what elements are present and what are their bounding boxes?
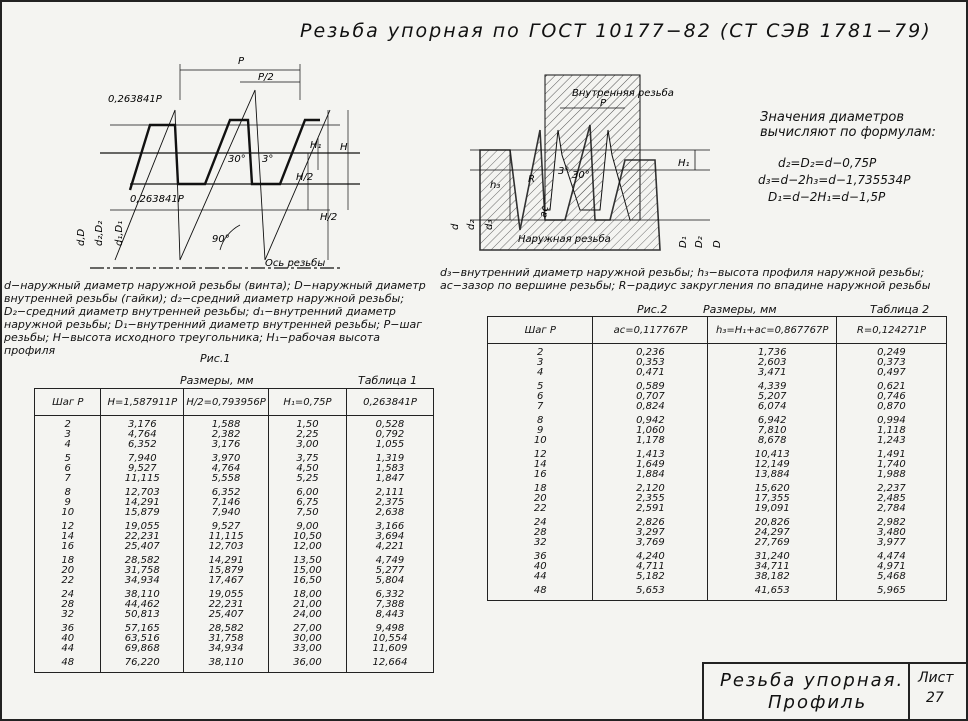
table-cell: 10 bbox=[488, 436, 593, 446]
label-dim-top: 0,263841P bbox=[108, 94, 162, 105]
table-cell: 25,407 bbox=[101, 542, 184, 552]
table-cell: 12,149 bbox=[708, 460, 836, 470]
table-cell: 28,582 bbox=[184, 620, 269, 634]
label-angle-3: 3° bbox=[558, 166, 570, 177]
table-cell: 4,339 bbox=[708, 378, 836, 392]
table-row bbox=[488, 446, 947, 460]
table-cell: 0,373 bbox=[836, 358, 946, 368]
figure-2-description: d₃−внутренний диаметр наружной резьбы; h₃−высота профиля наружной резьбы; aᴄ−зазор по вершине резьбы; R−радиус закругления по впадине наружной резьбы bbox=[440, 266, 931, 292]
table-cell: 25,407 bbox=[184, 610, 269, 620]
table-cell: 14,291 bbox=[101, 498, 184, 508]
table-cell: 0,746 bbox=[836, 392, 946, 402]
table-cell: 4,50 bbox=[269, 464, 347, 474]
table-row bbox=[488, 402, 947, 412]
table-row bbox=[488, 378, 947, 392]
table-cell: 1,588 bbox=[184, 416, 269, 431]
label-D: D bbox=[712, 240, 723, 248]
table-cell: 17,467 bbox=[184, 576, 269, 586]
label-h: H bbox=[340, 142, 348, 153]
label-d2: d₂ bbox=[466, 219, 477, 230]
table-cell: 24 bbox=[35, 586, 101, 600]
table-cell: 10,50 bbox=[269, 532, 347, 542]
table-row bbox=[488, 582, 947, 601]
table-cell: 15,620 bbox=[708, 480, 836, 494]
table-cell: 1,884 bbox=[593, 470, 708, 480]
table-cell: 31,758 bbox=[184, 634, 269, 644]
label-axis: Ось резьбы bbox=[265, 258, 326, 269]
table-cell: 0,589 bbox=[593, 378, 708, 392]
table-cell: 2,375 bbox=[346, 498, 433, 508]
table-cell: 48 bbox=[35, 654, 101, 673]
table-cell: 7 bbox=[488, 402, 593, 412]
table-cell: 4,711 bbox=[593, 562, 708, 572]
table-cell: 6,00 bbox=[269, 484, 347, 498]
column-header: H₁=0,75P bbox=[269, 389, 347, 416]
table-cell: 22,231 bbox=[101, 532, 184, 542]
sheet-cell bbox=[908, 664, 968, 719]
table-cell: 5,965 bbox=[836, 582, 946, 601]
table-cell: 20 bbox=[488, 494, 593, 504]
table-row bbox=[35, 552, 434, 566]
table-cell: 8 bbox=[35, 484, 101, 498]
table-cell: 19,055 bbox=[101, 518, 184, 532]
label-external-thread: Наружная резьба bbox=[518, 234, 611, 245]
formula-d2: d₂=D₂=d−0,75P bbox=[778, 156, 877, 170]
table-row bbox=[35, 610, 434, 620]
table-cell: 4,764 bbox=[101, 430, 184, 440]
table-row bbox=[35, 586, 434, 600]
table-cell: 38,182 bbox=[708, 572, 836, 582]
table-cell: 28 bbox=[35, 600, 101, 610]
table-cell: 2,237 bbox=[836, 480, 946, 494]
table-cell: 38,110 bbox=[101, 586, 184, 600]
table-cell: 1,847 bbox=[346, 474, 433, 484]
table-cell: 1,060 bbox=[593, 426, 708, 436]
label-D2: D₂ bbox=[694, 236, 705, 248]
table-row bbox=[35, 654, 434, 673]
table-cell: 40 bbox=[488, 562, 593, 572]
table-cell: 12,703 bbox=[101, 484, 184, 498]
table-row bbox=[35, 484, 434, 498]
table-cell: 32 bbox=[35, 610, 101, 620]
table-cell: 0,621 bbox=[836, 378, 946, 392]
table-row bbox=[488, 344, 947, 359]
table-cell: 9,527 bbox=[184, 518, 269, 532]
table-cell: 7,810 bbox=[708, 426, 836, 436]
table-row bbox=[35, 518, 434, 532]
table-cell: 0,824 bbox=[593, 402, 708, 412]
table-cell: 22,231 bbox=[184, 600, 269, 610]
table-cell: 9,527 bbox=[101, 464, 184, 474]
table-cell: 48 bbox=[488, 582, 593, 601]
table-cell: 7,50 bbox=[269, 508, 347, 518]
table-cell: 14 bbox=[488, 460, 593, 470]
table-cell: 9,00 bbox=[269, 518, 347, 532]
table-cell: 2,591 bbox=[593, 504, 708, 514]
label-d2-D2: d₂,D₂ bbox=[94, 220, 105, 246]
label-p-half: P/2 bbox=[258, 72, 274, 83]
table-cell: 0,236 bbox=[593, 344, 708, 359]
table-row bbox=[488, 436, 947, 446]
table-cell: 18 bbox=[488, 480, 593, 494]
label-h1: H₁ bbox=[310, 140, 322, 151]
table-cell: 13,50 bbox=[269, 552, 347, 566]
table-1-name: Таблица 1 bbox=[358, 374, 418, 387]
table-cell: 69,868 bbox=[101, 644, 184, 654]
table-cell: 2,784 bbox=[836, 504, 946, 514]
table-row bbox=[488, 572, 947, 582]
label-d1-D1: d₁,D₁ bbox=[114, 220, 125, 246]
table-1-sizes-label: Размеры, мм bbox=[180, 374, 254, 387]
table-cell: 1,50 bbox=[269, 416, 347, 431]
table-2 bbox=[487, 316, 947, 601]
table-cell: 14 bbox=[35, 532, 101, 542]
table-row bbox=[35, 440, 434, 450]
table-row bbox=[35, 508, 434, 518]
table-cell: 3,297 bbox=[593, 528, 708, 538]
column-header: h₃=H₁+aᴄ=0,867767P bbox=[708, 317, 836, 344]
table-cell: 2,982 bbox=[836, 514, 946, 528]
table-cell: 33,00 bbox=[269, 644, 347, 654]
table-cell: 5,207 bbox=[708, 392, 836, 402]
table-row bbox=[35, 416, 434, 431]
table-cell: 4 bbox=[488, 368, 593, 378]
profile-outline bbox=[130, 120, 320, 190]
table-cell: 36 bbox=[35, 620, 101, 634]
table-cell: 0,870 bbox=[836, 402, 946, 412]
table-cell: 41,653 bbox=[708, 582, 836, 601]
table-row bbox=[488, 504, 947, 514]
table-row bbox=[488, 470, 947, 480]
table-row bbox=[35, 576, 434, 586]
table-cell: 19,055 bbox=[184, 586, 269, 600]
label-p: P bbox=[238, 56, 245, 67]
formula-D1: D₁=d−2H₁=d−1,5P bbox=[768, 190, 886, 204]
table-cell: 5,277 bbox=[346, 566, 433, 576]
table-cell: 5 bbox=[35, 450, 101, 464]
formula-d3: d₃=d−2h₃=d−1,735534P bbox=[758, 173, 911, 187]
table-cell: 5,468 bbox=[836, 572, 946, 582]
table-cell: 24,297 bbox=[708, 528, 836, 538]
table-cell: 7 bbox=[35, 474, 101, 484]
label-angle-3: 3° bbox=[262, 154, 274, 165]
table-cell: 2,120 bbox=[593, 480, 708, 494]
table-cell: 2 bbox=[35, 416, 101, 431]
table-cell: 38,110 bbox=[184, 654, 269, 673]
table-cell: 6,332 bbox=[346, 586, 433, 600]
table-cell: 1,243 bbox=[836, 436, 946, 446]
table-2-name: Таблица 2 bbox=[870, 303, 930, 316]
table-cell: 1,649 bbox=[593, 460, 708, 470]
label-angle-90: 90° bbox=[212, 234, 230, 245]
title-block-name bbox=[720, 670, 904, 714]
table-cell: 9,498 bbox=[346, 620, 433, 634]
table-cell: 3,176 bbox=[184, 440, 269, 450]
table-cell: 31,758 bbox=[101, 566, 184, 576]
table-cell: 21,00 bbox=[269, 600, 347, 610]
table-cell: 5,653 bbox=[593, 582, 708, 601]
table-cell: 4,749 bbox=[346, 552, 433, 566]
table-cell: 10,554 bbox=[346, 634, 433, 644]
table-cell: 24 bbox=[488, 514, 593, 528]
table-cell: 10 bbox=[35, 508, 101, 518]
table-cell: 11,115 bbox=[184, 532, 269, 542]
table-cell: 6,75 bbox=[269, 498, 347, 508]
table-cell: 4,764 bbox=[184, 464, 269, 474]
table-cell: 3,471 bbox=[708, 368, 836, 378]
table-cell: 1,055 bbox=[346, 440, 433, 450]
table-cell: 7,940 bbox=[101, 450, 184, 464]
label-p: P bbox=[600, 98, 607, 109]
table-cell: 9 bbox=[35, 498, 101, 508]
table-cell: 0,249 bbox=[836, 344, 946, 359]
table-cell: 36 bbox=[488, 548, 593, 562]
table-cell: 1,583 bbox=[346, 464, 433, 474]
table-cell: 0,353 bbox=[593, 358, 708, 368]
table-cell: 2,382 bbox=[184, 430, 269, 440]
table-cell: 28 bbox=[488, 528, 593, 538]
table-cell: 3,75 bbox=[269, 450, 347, 464]
table-cell: 11,115 bbox=[101, 474, 184, 484]
table-row bbox=[488, 368, 947, 378]
figure-2-caption: Рис.2 bbox=[637, 303, 668, 316]
table-cell: 4,221 bbox=[346, 542, 433, 552]
label-h-half-b: H/2 bbox=[320, 212, 338, 223]
table-cell: 2 bbox=[488, 344, 593, 359]
table-cell: 8,443 bbox=[346, 610, 433, 620]
column-header: H=1,587911P bbox=[101, 389, 184, 416]
table-cell: 40 bbox=[35, 634, 101, 644]
table-cell: 76,220 bbox=[101, 654, 184, 673]
table-cell: 5,182 bbox=[593, 572, 708, 582]
table-cell: 3 bbox=[35, 430, 101, 440]
table-cell: 3,694 bbox=[346, 532, 433, 542]
table-cell: 3,970 bbox=[184, 450, 269, 464]
label-d: d bbox=[450, 223, 461, 230]
table-cell: 57,165 bbox=[101, 620, 184, 634]
table-cell: 2,826 bbox=[593, 514, 708, 528]
table-cell: 22 bbox=[488, 504, 593, 514]
table-cell: 18,00 bbox=[269, 586, 347, 600]
figure-1-description: d−наружный диаметр наружной резьбы (винта); D−наружный диаметр внутренней резьбы (гайки); d₂−средний диаметр наружной резьбы; D₂−средний диаметр внутренней резьбы; d₁−внутренний диаметр наружной резьбы; D₁−внутренний диаметр внутренней резьбы; P−шаг резьбы; H−высота исходного треугольника; H₁−рабочая высота профиля bbox=[4, 279, 426, 357]
table-cell: 2,638 bbox=[346, 508, 433, 518]
table-cell: 1,118 bbox=[836, 426, 946, 436]
label-internal-thread: Внутренняя резьба bbox=[572, 88, 674, 99]
label-ac: aᴄ bbox=[538, 205, 551, 219]
table-cell: 5,25 bbox=[269, 474, 347, 484]
table-cell: 34,934 bbox=[101, 576, 184, 586]
table-cell: 1,988 bbox=[836, 470, 946, 480]
table-cell: 6,352 bbox=[184, 484, 269, 498]
table-cell: 15,879 bbox=[101, 508, 184, 518]
table-cell: 3,769 bbox=[593, 538, 708, 548]
table-cell: 7,388 bbox=[346, 600, 433, 610]
table-cell: 28,582 bbox=[101, 552, 184, 566]
table-cell: 12,664 bbox=[346, 654, 433, 673]
page-title: Резьба упорная по ГОСТ 10177−82 (СТ СЭВ 1781−79) bbox=[300, 20, 932, 42]
table-1 bbox=[34, 388, 434, 673]
table-cell: 6,074 bbox=[708, 402, 836, 412]
table-cell: 1,178 bbox=[593, 436, 708, 446]
table-cell: 44 bbox=[488, 572, 593, 582]
table-cell: 2,25 bbox=[269, 430, 347, 440]
column-header: Шаг P bbox=[488, 317, 593, 344]
table-cell: 27,769 bbox=[708, 538, 836, 548]
table-cell: 44 bbox=[35, 644, 101, 654]
table-cell: 6,352 bbox=[101, 440, 184, 450]
table-row bbox=[488, 548, 947, 562]
table-cell: 5,804 bbox=[346, 576, 433, 586]
table-cell: 4,240 bbox=[593, 548, 708, 562]
table-cell: 2,485 bbox=[836, 494, 946, 504]
table-cell: 0,471 bbox=[593, 368, 708, 378]
table-cell: 2,603 bbox=[708, 358, 836, 368]
column-header: Шаг P bbox=[35, 389, 101, 416]
formula-note bbox=[760, 110, 936, 140]
table-cell: 22 bbox=[35, 576, 101, 586]
table-2-sizes-label: Размеры, мм bbox=[703, 303, 777, 316]
table-cell: 3,977 bbox=[836, 538, 946, 548]
table-cell: 12 bbox=[488, 446, 593, 460]
label-h-half-a: H/2 bbox=[296, 172, 314, 183]
table-cell: 27,00 bbox=[269, 620, 347, 634]
table-cell: 12,00 bbox=[269, 542, 347, 552]
column-header: 0,263841P bbox=[346, 389, 433, 416]
table-cell: 0,497 bbox=[836, 368, 946, 378]
title-block-name-line2: Профиль bbox=[768, 692, 868, 713]
table-cell: 7,940 bbox=[184, 508, 269, 518]
table-cell: 1,491 bbox=[836, 446, 946, 460]
table-cell: 4 bbox=[35, 440, 101, 450]
formula-note-line2: вычисляют по формулам: bbox=[760, 125, 936, 140]
table-cell: 12,703 bbox=[184, 542, 269, 552]
column-header: aᴄ=0,117767P bbox=[593, 317, 708, 344]
table-cell: 3,176 bbox=[101, 416, 184, 431]
figure-2-profile bbox=[450, 70, 730, 265]
table-cell: 1,319 bbox=[346, 450, 433, 464]
table-cell: 18 bbox=[35, 552, 101, 566]
sheet-label: Лист bbox=[918, 670, 954, 686]
table-cell: 16 bbox=[35, 542, 101, 552]
table-cell: 16 bbox=[488, 470, 593, 480]
figure-1-profile bbox=[70, 50, 370, 280]
table-cell: 3,166 bbox=[346, 518, 433, 532]
column-header: H/2=0,793956P bbox=[184, 389, 269, 416]
table-cell: 20,826 bbox=[708, 514, 836, 528]
table-row bbox=[35, 474, 434, 484]
table-row bbox=[35, 620, 434, 634]
label-dim-bottom: 0,263841P bbox=[130, 194, 184, 205]
table-cell: 8,678 bbox=[708, 436, 836, 446]
table-row bbox=[488, 514, 947, 528]
table-cell: 1,736 bbox=[708, 344, 836, 359]
figure-1-caption: Рис.1 bbox=[200, 352, 231, 365]
table-cell: 50,813 bbox=[101, 610, 184, 620]
table-cell: 4,474 bbox=[836, 548, 946, 562]
column-header: R=0,124271P bbox=[836, 317, 946, 344]
label-h3: h₃ bbox=[490, 180, 501, 191]
table-cell: 1,413 bbox=[593, 446, 708, 460]
table-cell: 6,942 bbox=[708, 412, 836, 426]
table-cell: 0,942 bbox=[593, 412, 708, 426]
table-row bbox=[488, 480, 947, 494]
sheet-number: 27 bbox=[926, 690, 944, 706]
table-cell: 13,884 bbox=[708, 470, 836, 480]
table-cell: 6 bbox=[35, 464, 101, 474]
table-cell: 30,00 bbox=[269, 634, 347, 644]
table-cell: 34,711 bbox=[708, 562, 836, 572]
table-cell: 44,462 bbox=[101, 600, 184, 610]
table-cell: 6 bbox=[488, 392, 593, 402]
label-h1: H₁ bbox=[678, 158, 690, 169]
table-cell: 15,879 bbox=[184, 566, 269, 576]
table-cell: 14,291 bbox=[184, 552, 269, 566]
table-cell: 36,00 bbox=[269, 654, 347, 673]
table-cell: 34,934 bbox=[184, 644, 269, 654]
table-row bbox=[35, 542, 434, 552]
table-cell: 63,516 bbox=[101, 634, 184, 644]
table-cell: 0,528 bbox=[346, 416, 433, 431]
table-cell: 19,091 bbox=[708, 504, 836, 514]
table-cell: 9 bbox=[488, 426, 593, 436]
table-cell: 5 bbox=[488, 378, 593, 392]
table-cell: 24,00 bbox=[269, 610, 347, 620]
table-cell: 31,240 bbox=[708, 548, 836, 562]
table-cell: 16,50 bbox=[269, 576, 347, 586]
table-cell: 0,792 bbox=[346, 430, 433, 440]
table-cell: 7,146 bbox=[184, 498, 269, 508]
table-cell: 8 bbox=[488, 412, 593, 426]
table-cell: 32 bbox=[488, 538, 593, 548]
table-cell: 3,00 bbox=[269, 440, 347, 450]
table-row bbox=[35, 450, 434, 464]
table-cell: 10,413 bbox=[708, 446, 836, 460]
table-cell: 0,707 bbox=[593, 392, 708, 402]
title-block-name-line1: Резьба упорная. bbox=[720, 670, 905, 691]
title-block bbox=[702, 662, 966, 719]
table-cell: 11,609 bbox=[346, 644, 433, 654]
formula-note-line1: Значения диаметров bbox=[760, 110, 905, 125]
table-cell: 3,480 bbox=[836, 528, 946, 538]
table-cell: 20 bbox=[35, 566, 101, 576]
table-cell: 4,971 bbox=[836, 562, 946, 572]
table-cell: 15,00 bbox=[269, 566, 347, 576]
label-r: R bbox=[528, 174, 535, 185]
table-cell: 1,740 bbox=[836, 460, 946, 470]
table-cell: 17,355 bbox=[708, 494, 836, 504]
table-row bbox=[488, 412, 947, 426]
table-row bbox=[35, 644, 434, 654]
label-angle-30: 30° bbox=[228, 154, 246, 165]
table-cell: 2,355 bbox=[593, 494, 708, 504]
label-d-D: d,D bbox=[76, 228, 87, 246]
table-cell: 0,994 bbox=[836, 412, 946, 426]
table-cell: 12 bbox=[35, 518, 101, 532]
table-cell: 5,558 bbox=[184, 474, 269, 484]
table-cell: 2,111 bbox=[346, 484, 433, 498]
table-cell: 3 bbox=[488, 358, 593, 368]
label-D1: D₁ bbox=[678, 236, 689, 248]
label-angle-30: 30° bbox=[572, 170, 590, 181]
table-row bbox=[488, 538, 947, 548]
label-d3: d₃ bbox=[484, 219, 495, 230]
